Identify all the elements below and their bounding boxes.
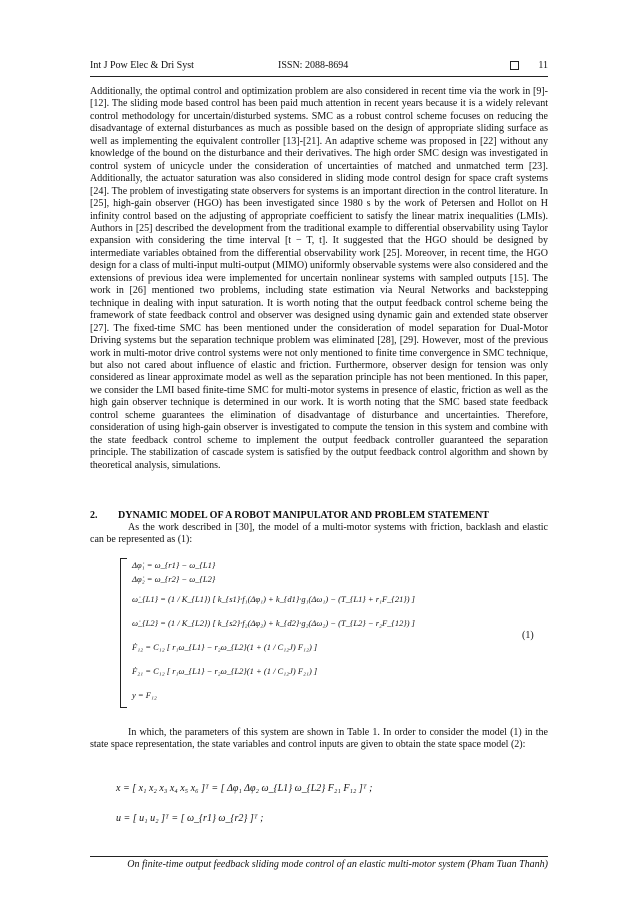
section-title: DYNAMIC MODEL OF A ROBOT MANIPULATOR AND PROBLEM STATEMENT [118,510,489,521]
equation-line: Δφ̇₁ = ω_{r1} − ω_{L1} [132,560,216,570]
equation-line: ω̇_{L2} = (1 / K_{L2}) [ k_{s2}·f₂(Δφ₂) + k_{d2}·g₂(Δω₂) − (T_{L2} − r₂F_{12}) ] [132,618,415,628]
equation-1-system [120,558,415,708]
equation-line: y = F₁₂ [132,690,157,700]
equation-state-vector: x = [ x₁ x₂ x₃ x₄ x₅ x₆ ]ᵀ = [ Δφ₁ Δφ₂ ω_{L1} ω_{L2} F₂₁ F₁₂ ]ᵀ ; [116,783,373,794]
checkbox-square-icon [510,61,519,70]
equation-line: ω̇_{L1} = (1 / K_{L1}) [ k_{s1}·f₁(Δφ₁) + k_{d1}·g₁(Δω₁) − (T_{L1} + r₁F_{21}) ] [132,594,415,604]
body-paragraph-3: In which, the parameters of this system are shown in Table 1. In order to consider the model (1) in the state space representation, the state variables and control inputs are given to obtain the state space model (2): [90,727,548,751]
equation-line: Δφ̇₂ = ω_{r2} − ω_{L2} [132,574,216,584]
issn: ISSN: 2088-8694 [278,60,349,71]
equation-line: Ḟ₂₁ = C₁₂ [ r₁ω_{L1} − r₂ω_{L2}(1 + (1 / C₁₂J) F₂₁) ] [132,666,318,676]
equation-line: Ḟ₁₂ = C₁₂ [ r₁ω_{L1} − r₂ω_{L2}(1 + (1 / C₁₂J) F₁₂) ] [132,642,318,652]
section-heading [90,510,489,521]
journal-name: Int J Pow Elec & Dri Syst [90,60,194,71]
equation-input-vector: u = [ u₁ u₂ ]ᵀ = [ ω_{r1} ω_{r2} ]ᵀ ; [116,813,264,824]
page-header [90,60,548,77]
body-paragraph-1: Additionally, the optimal control and optimization problem are also considered in recent time via the work in [9]-[12]. The sliding mode based control has been paid much attention in recent years because it is a widely relevant control methodology for uncertain/disturbed systems. SMC as a robust control scheme focuses on reducing the disadvantage of external disturbances as much as possible based on the design of appropriate sliding surface as well as implementing the equivalent controller [13]-[21]. An adaptive scheme was proposed in [22] without any knowledge of the bound on the disturbance and their derivatives. The high order SMC design was investigated in control system of unicycle under the consideration of uncertainties of matched and unmatched term [23]. Additionally, the actuator saturation was also considered in sliding mode control design for space craft systems [24]. The problem of investigating state observers for systems is an important direction in the control literature. In [25], high-gain observer (HGO) has been investigated since 1980 s by the work of Petersen and Hollot on H infinity control based on the adjusting of appropriate coefficient to satisfy the linear matrix inequalities (LMIs). Authors in [25] described the development from the traditional example to differential observability using Taylor expansion with considering the time interval [t − T, t]. It suggested that the HGO should be designed by intermediate variables obtained from the differential observability work [25]. Moreover, in recent time, the HGO design for a class of multi-input multi-output (MIMO) uniformly observable systems were also considered and the extensions of previous idea were implemented for uncertain nonlinear systems with sampled outputs [15]. The work in [26] mentioned two problems, including state estimation via Neural Networks and backstepping technique in dealing with input saturation. It is worth noting that the output feedback control scheme being the framework of state feedback control and observer was designed using dynamic gain and extended state observer [27]. The fixed-time SMC has been mentioned under the consideration of model separation for Dual-Motor Driving systems but the separation technique problem was eliminated [28], [29]. However, most of the previous work in multi-motor drive control systems were not only mentioned to finite time convergence in SMC technique, but also not cared about influence of elastic and friction. Furthermore, observer design for tension was only considered as linear approximate model as well as the separation principle has not been mentioned. In this paper, we consider the LMI based finite-time SMC for multi-motor systems in presence of elastic, friction as well as the high gain observer technique is determined in our work. It is worth noting that the SMC based state feedback control scheme guarantees the elimination of disadvantage of disturbance and uncertainties. Therefore, consideration of using high-gain observer is investigated to compute the tension in this system and combine with the state feedback control scheme to implement the output feedback controller guaranteed the separation principle. The stabilization of cascade system is satisfied by the output feedback control algorithm and shown by theoretical analysis, simulations. [90,86,548,471]
equation-number: (1) [522,630,534,641]
page-footer: On finite-time output feedback sliding mode control of an elastic multi-motor system (Pham Tuan Thanh) [90,856,548,875]
section-number: 2. [90,510,98,521]
left-brace [120,558,127,708]
page-number: 11 [538,60,548,71]
body-paragraph-2: As the work described in [30], the model of a multi-motor systems with friction, backlash and elastic can be represented as (1): [90,522,548,546]
